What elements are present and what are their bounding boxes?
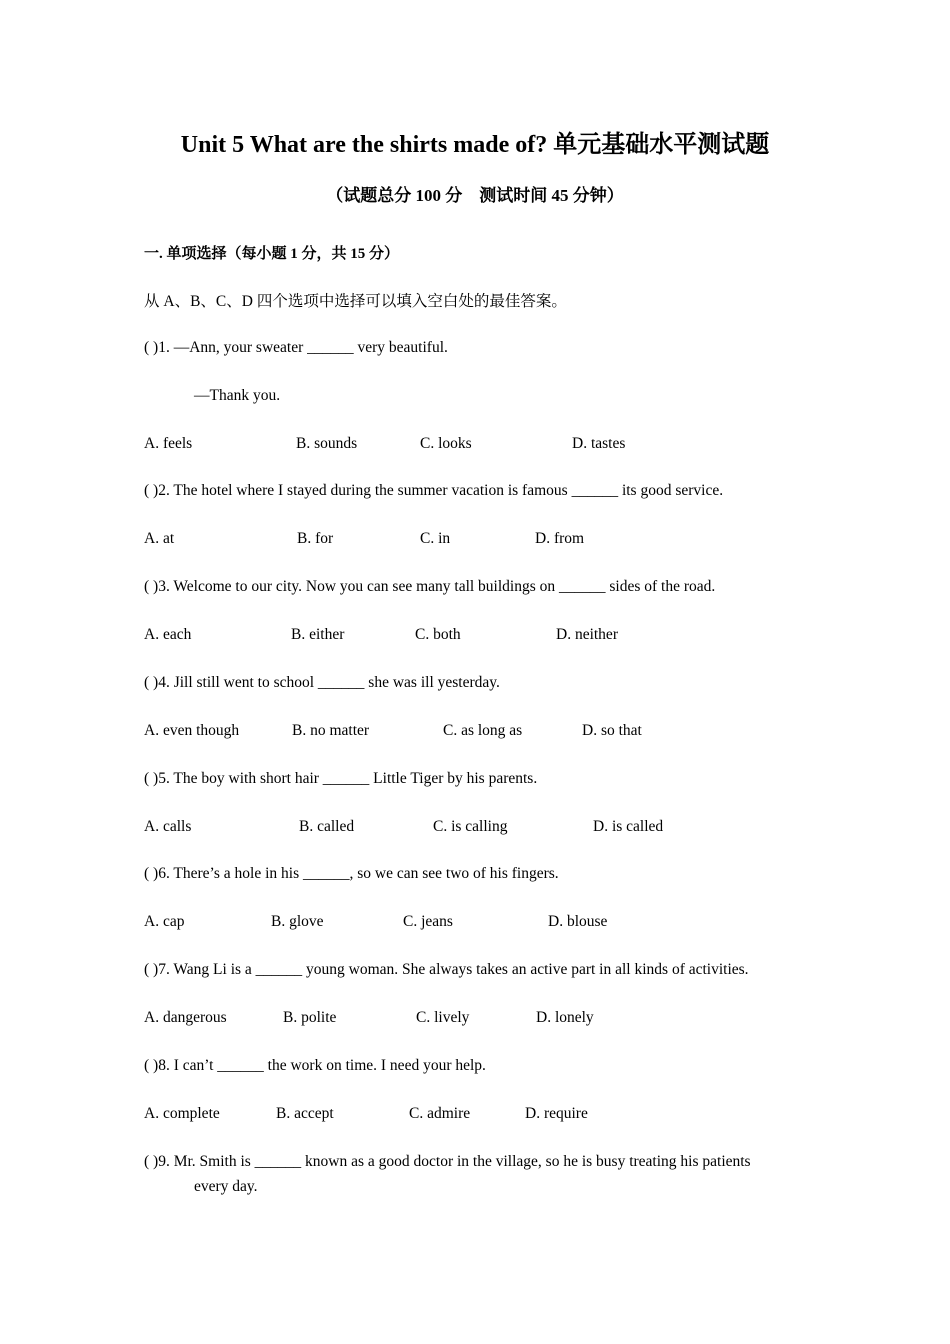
- page-title: Unit 5 What are the shirts made of? 单元基础水平测试题: [180, 132, 770, 158]
- question-5-option-b: B. called: [299, 818, 355, 835]
- question-4-option-c: C. as long as: [443, 722, 523, 739]
- question-8-option-d: D. require: [525, 1105, 588, 1122]
- question-6-option-c: C. jeans: [403, 913, 453, 930]
- section-heading: 一. 单项选择（每小题 1 分，共 15 分）: [144, 246, 400, 262]
- question-7-stem: ( )7. Wang Li is a ______ young woman. She always takes an active part in all kinds of activities.: [144, 961, 749, 978]
- question-2-stem: ( )2. The hotel where I stayed during the summer vacation is famous ______ its good service.: [144, 482, 724, 499]
- question-4-option-a: A. even though: [144, 722, 240, 739]
- question-1-reply: —Thank you.: [194, 387, 281, 404]
- question-7-option-a: A. dangerous: [144, 1009, 227, 1026]
- question-1-option-b: B. sounds: [296, 435, 358, 452]
- question-4-option-d: D. so that: [582, 722, 642, 739]
- question-4-stem: ( )4. Jill still went to school ______ she was ill yesterday.: [144, 674, 500, 691]
- question-7-option-d: D. lonely: [536, 1009, 594, 1026]
- question-2-option-a: A. at: [144, 530, 175, 547]
- question-7-option-c: C. lively: [416, 1009, 470, 1026]
- question-9-stem-continued: every day.: [194, 1178, 258, 1195]
- question-4-option-b: B. no matter: [292, 722, 370, 739]
- question-7-option-b: B. polite: [283, 1009, 337, 1026]
- question-8-option-c: C. admire: [409, 1105, 471, 1122]
- question-3-option-a: A. each: [144, 626, 192, 643]
- question-6-stem: ( )6. There’s a hole in his ______, so we can see two of his fingers.: [144, 865, 559, 882]
- question-5-option-a: A. calls: [144, 818, 192, 835]
- question-1-option-d: D. tastes: [572, 435, 626, 452]
- question-2-option-d: D. from: [535, 530, 585, 547]
- question-8-option-b: B. accept: [276, 1105, 334, 1122]
- question-1-option-c: C. looks: [420, 435, 472, 452]
- question-6-option-b: B. glove: [271, 913, 324, 930]
- question-5-option-c: C. is calling: [433, 818, 508, 835]
- question-1-option-a: A. feels: [144, 435, 193, 452]
- question-2-option-b: B. for: [297, 530, 334, 547]
- question-3-option-b: B. either: [291, 626, 345, 643]
- question-6-option-d: D. blouse: [548, 913, 608, 930]
- exam-subtitle: （试题总分 100 分 测试时间 45 分钟）: [326, 186, 624, 205]
- section-instruction: 从 A、B、C、D 四个选项中选择可以填入空白处的最佳答案。: [144, 293, 567, 310]
- question-8-stem: ( )8. I can’t ______ the work on time. I need your help.: [144, 1057, 486, 1074]
- question-2-option-c: C. in: [420, 530, 451, 547]
- question-5-stem: ( )5. The boy with short hair ______ Little Tiger by his parents.: [144, 770, 538, 787]
- question-6-option-a: A. cap: [144, 913, 185, 930]
- question-1-stem: ( )1. —Ann, your sweater ______ very beautiful.: [144, 339, 448, 356]
- question-3-option-c: C. both: [415, 626, 461, 643]
- question-9-stem: ( )9. Mr. Smith is ______ known as a good doctor in the village, so he is busy treating his patients: [144, 1153, 751, 1170]
- question-8-option-a: A. complete: [144, 1105, 220, 1122]
- question-5-option-d: D. is called: [593, 818, 664, 835]
- question-3-option-d: D. neither: [556, 626, 618, 643]
- question-3-stem: ( )3. Welcome to our city. Now you can see many tall buildings on ______ sides of the road.: [144, 578, 716, 595]
